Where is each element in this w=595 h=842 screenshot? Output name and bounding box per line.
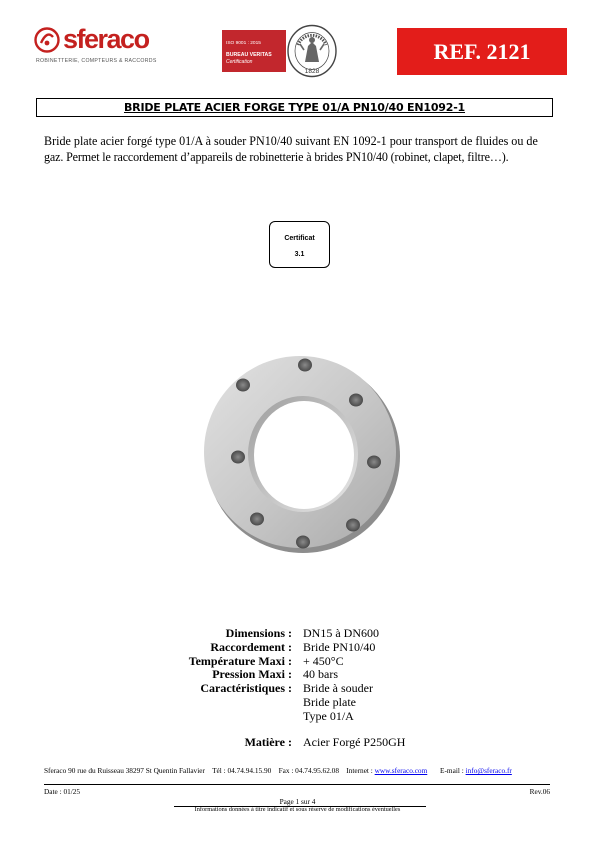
iso-certification-label: Certification (226, 59, 253, 65)
brand-name: sferaco (63, 24, 149, 54)
description-line-2: gaz. Permet le raccordement d’appareils de robinetterie à brides PN10/40 (robinet, clapet, filtre…). (44, 150, 509, 164)
spec-value-temperature: + 450°C (303, 654, 344, 668)
certificate-badge (269, 221, 330, 268)
footer-address: Sferaco 90 rue du Ruisseau 38297 St Quentin Fallavier (44, 766, 205, 775)
website-link[interactable]: www.sferaco.com (374, 766, 428, 775)
page-number: Page 1 sur 4 (279, 797, 316, 806)
spec-label-pression: Pression Maxi : (212, 667, 292, 681)
flange-product-image (203, 352, 401, 554)
footer-email-label: E-mail : (440, 766, 464, 775)
email-link[interactable]: info@sferaco.fr (465, 766, 512, 775)
footer-date: Date : 01/25 (44, 787, 81, 796)
iso-standard: ISO 9001 : 2015 (226, 41, 261, 46)
spec-label-dimensions: Dimensions : (225, 626, 292, 640)
spec-value-caracteristiques-1: Bride à souder (303, 681, 373, 695)
iso-certifier: BUREAU VERITAS (226, 52, 272, 58)
description-line-1: Bride plate acier forgé type 01/A à souder PN10/40 suivant EN 1092-1 pour transport de fluides ou de (44, 134, 538, 148)
page-title: BRIDE PLATE ACIER FORGE TYPE 01/A PN10/40 EN1092-1 (36, 98, 553, 117)
spec-label-caracteristiques: Caractéristiques : (200, 681, 292, 695)
spec-value-pression: 40 bars (303, 667, 338, 681)
certificate-label: Certificat (284, 235, 315, 242)
sferaco-logo-mark-icon (34, 27, 60, 53)
footer-revision: Rev.06 (529, 787, 550, 796)
footer-fax: Fax : 04.74.95.62.08 (278, 766, 339, 775)
product-reference: REF. 2121 (397, 28, 567, 75)
brand-tagline: ROBINETTERIE, COMPTEURS & RACCORDS (36, 58, 157, 64)
sferaco-logo (34, 26, 184, 70)
certificate-type: 3.1 (294, 251, 305, 258)
spec-label-temperature: Température Maxi : (188, 654, 292, 668)
disclaimer-note: Informations données à titre indicatif et sous réserve de modifications éventuelles (194, 806, 401, 813)
footer-divider (44, 784, 550, 785)
bv-seal-year: 1828 (304, 68, 320, 75)
spec-value-matiere: Acier Forgé P250GH (303, 735, 406, 749)
footer-internet-label: Internet : (346, 766, 373, 775)
bureau-veritas-seal-icon (286, 24, 338, 78)
spec-label-raccordement: Raccordement : (210, 640, 292, 654)
spec-label-matiere: Matière : (244, 735, 292, 749)
footer-tel: Tél : 04.74.94.15.90 (212, 766, 272, 775)
spec-value-caracteristiques-2: Bride plate (303, 695, 356, 709)
spec-value-caracteristiques-3: Type 01/A (303, 709, 354, 723)
spec-value-raccordement: Bride PN10/40 (303, 640, 376, 654)
spec-value-dimensions: DN15 à DN600 (303, 626, 379, 640)
iso-certification-badge (222, 30, 286, 72)
footer-contact (44, 766, 512, 775)
